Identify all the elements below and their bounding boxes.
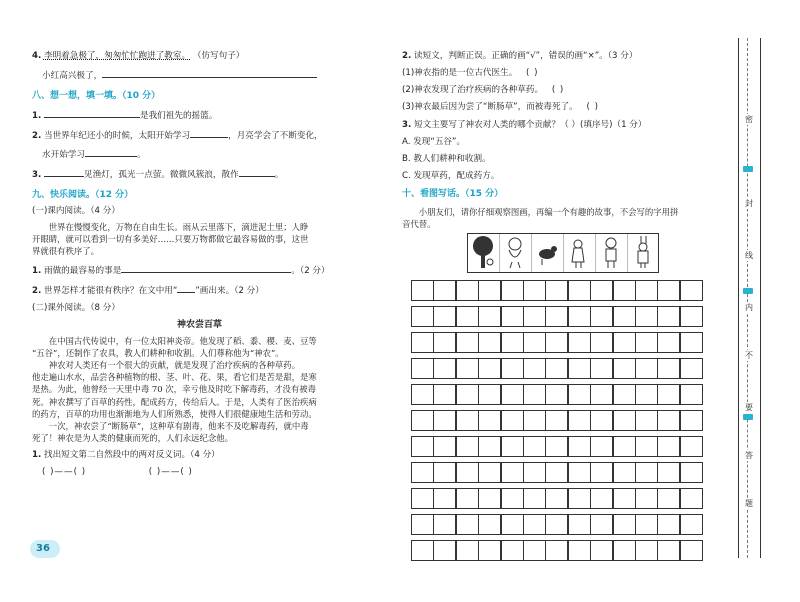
- story-q1-text: 找出短文第二自然段中的两对反义词。（4 分）: [43, 450, 220, 461]
- rail-char: 线: [742, 250, 756, 261]
- judge-item-3-answer[interactable]: ( ): [586, 102, 599, 112]
- grid-cell[interactable]: [635, 384, 658, 405]
- grid-cell[interactable]: [680, 332, 703, 353]
- story-line: 死了！神农是为人类的健康而死的，人们永远纪念他。: [32, 433, 233, 444]
- grid-cell[interactable]: [478, 384, 501, 405]
- story-line: 一次，神农尝了“断肠草”，这种草有剧毒，他来不及吃解毒药，就中毒: [48, 421, 309, 432]
- grid-cell[interactable]: [613, 384, 636, 405]
- grid-cell[interactable]: [635, 280, 658, 301]
- grid-cell[interactable]: [680, 384, 703, 405]
- s8-q1-blank[interactable]: [44, 108, 140, 118]
- grid-cell[interactable]: [411, 384, 434, 405]
- grid-cell[interactable]: [523, 384, 546, 405]
- option-a[interactable]: A. 发现“五谷”。: [402, 137, 466, 147]
- grid-cell[interactable]: [523, 436, 546, 457]
- grid-cell[interactable]: [635, 436, 658, 457]
- grid-cell[interactable]: [590, 540, 613, 561]
- grid-cell[interactable]: [613, 306, 636, 327]
- s8-q1: [32, 108, 367, 122]
- story-line: 他走遍山水水，品尝各种植物的根、茎、叶、花、果，看它们是苦是甜，是寒: [32, 372, 317, 383]
- grid-cell[interactable]: [635, 488, 658, 509]
- story-q1: [32, 449, 367, 461]
- section-10-title: 十、看图写话。（15 分）: [402, 189, 504, 199]
- rail-char: 密: [742, 114, 756, 125]
- grid-cell[interactable]: [613, 410, 636, 431]
- story-passage: [32, 335, 367, 445]
- q4-hint: （仿写句子）: [192, 51, 245, 61]
- s8-q2-blank-1[interactable]: [190, 128, 228, 138]
- grid-row: [411, 462, 702, 483]
- grid-cell[interactable]: [545, 488, 568, 509]
- grid-cell[interactable]: [478, 306, 501, 327]
- grid-row: [411, 540, 702, 561]
- grid-row: [411, 436, 702, 457]
- grid-cell[interactable]: [568, 436, 591, 457]
- grid-row: [411, 332, 702, 353]
- right-column: [402, 46, 732, 230]
- grid-cell[interactable]: [680, 488, 703, 509]
- grid-cell[interactable]: [545, 540, 568, 561]
- grid-cell[interactable]: [613, 436, 636, 457]
- story-line: 是热。为此，他曾经一天里中毒 70 次，幸亏他及时吃下解毒药，才没有被毒: [32, 384, 316, 395]
- grid-cell[interactable]: [680, 280, 703, 301]
- grid-cell[interactable]: [456, 436, 479, 457]
- grid-cell[interactable]: [478, 462, 501, 483]
- grid-cell[interactable]: [501, 306, 524, 327]
- grid-cell[interactable]: [657, 384, 680, 405]
- part1-title: (一)课内阅读。（4 分）: [32, 206, 120, 216]
- grid-row: [411, 384, 702, 405]
- grid-cell[interactable]: [568, 332, 591, 353]
- passage-1: [32, 221, 367, 258]
- grid-cell[interactable]: [545, 436, 568, 457]
- judge-item-1: [402, 67, 732, 79]
- grid-row: [411, 488, 702, 509]
- grid-cell[interactable]: [433, 488, 456, 509]
- grid-cell[interactable]: [501, 358, 524, 379]
- grid-cell[interactable]: [657, 280, 680, 301]
- grid-cell[interactable]: [433, 540, 456, 561]
- passage-1-line: 开眼睛，就可以看到一切有多美好……只要万物都做它最容易做的事，这世: [32, 234, 309, 245]
- s8-q3-text-a: 见渔灯，孤光一点萤。微微风簇浪，散作: [83, 170, 239, 180]
- option-b[interactable]: B. 教人们耕种和收割。: [402, 154, 491, 164]
- grid-cell[interactable]: [590, 436, 613, 457]
- grid-cell[interactable]: [613, 488, 636, 509]
- grid-cell[interactable]: [433, 514, 456, 535]
- grid-cell[interactable]: [478, 514, 501, 535]
- q4-answer-line: [32, 68, 367, 82]
- picture-dog-standing: [596, 234, 628, 272]
- grid-cell[interactable]: [590, 280, 613, 301]
- grid-cell[interactable]: [478, 358, 501, 379]
- story-line: 的药方，百草的功用也渐渐地为人们所熟悉，使得人们很健康地生活和劳动。: [32, 408, 317, 419]
- grid-cell[interactable]: [523, 410, 546, 431]
- grid-cell[interactable]: [456, 306, 479, 327]
- grid-cell[interactable]: [478, 332, 501, 353]
- rail-marker: [743, 288, 753, 294]
- grid-row: [411, 514, 702, 535]
- grid-cell[interactable]: [501, 410, 524, 431]
- grid-cell[interactable]: [501, 280, 524, 301]
- reading1-q1-text: 雨做的最容易的事是: [43, 265, 122, 276]
- grid-cell[interactable]: [568, 488, 591, 509]
- judge-item-3: [402, 101, 732, 113]
- s8-q1-number: 1.: [32, 111, 42, 121]
- rail-marker: [743, 414, 753, 420]
- story-q1-number: 1.: [32, 450, 42, 461]
- grid-cell[interactable]: [433, 436, 456, 457]
- reading1-q1-blank[interactable]: [121, 263, 291, 273]
- grid-cell[interactable]: [657, 436, 680, 457]
- judge-item-2-text: (2)神农发现了治疗疾病的各种草药。: [402, 85, 544, 95]
- grid-row: [411, 410, 702, 431]
- s8-q3-number: 3.: [32, 170, 42, 180]
- grid-cell[interactable]: [657, 410, 680, 431]
- grid-cell[interactable]: [433, 280, 456, 301]
- grid-cell[interactable]: [613, 540, 636, 561]
- grid-cell[interactable]: [456, 462, 479, 483]
- writing-instruction-line: 小朋友们，请你仔细观察图画，再编一个有趣的故事，不会写的字用拼: [418, 207, 679, 217]
- rail-char: 答: [742, 450, 756, 461]
- judge-item-3-text: (3)神农最后因为尝了“断肠草”，而被毒死了。: [402, 102, 578, 112]
- q4-answer-blank[interactable]: [102, 68, 317, 78]
- picture-rabbit: [628, 234, 659, 272]
- story-line: 死。神农撰写了百草的药性，配成药方，传给后人。于是，人类有了医治疾病: [32, 396, 317, 407]
- grid-cell[interactable]: [411, 436, 434, 457]
- grid-cell[interactable]: [657, 540, 680, 561]
- grid-cell[interactable]: [657, 462, 680, 483]
- part2-title: (二)课外阅读。（8 分）: [32, 302, 120, 313]
- grid-cell[interactable]: [523, 306, 546, 327]
- q4-line: [32, 50, 367, 62]
- grid-cell[interactable]: [635, 540, 658, 561]
- grid-cell[interactable]: [411, 358, 434, 379]
- grid-cell[interactable]: [411, 332, 434, 353]
- picture-tree-scene: [468, 234, 500, 272]
- grid-cell[interactable]: [501, 462, 524, 483]
- grid-cell[interactable]: [411, 540, 434, 561]
- standing-dog-illustration-icon: [596, 234, 627, 270]
- reading1-q1-number: 1.: [32, 265, 42, 276]
- judge-question-number: 2.: [402, 51, 412, 61]
- section-8-title: 八、想一想，填一填。（10 分）: [32, 91, 161, 101]
- grid-cell[interactable]: [433, 332, 456, 353]
- grid-cell[interactable]: [635, 462, 658, 483]
- grid-cell[interactable]: [456, 514, 479, 535]
- grid-cell[interactable]: [523, 462, 546, 483]
- s8-q3-text-b: 。: [274, 170, 284, 180]
- grid-cell[interactable]: [478, 488, 501, 509]
- grid-cell[interactable]: [433, 410, 456, 431]
- dog-illustration-icon: [500, 234, 531, 270]
- grid-row: [411, 306, 702, 327]
- grid-cell[interactable]: [680, 514, 703, 535]
- story-line: 神农对人类还有一个很大的贡献，就是发现了治疗疾病的各种草药。: [48, 360, 301, 371]
- reading1-q2: [32, 283, 367, 297]
- grid-cell[interactable]: [456, 410, 479, 431]
- grid-cell[interactable]: [568, 540, 591, 561]
- judge-item-1-answer[interactable]: ( ): [526, 68, 539, 78]
- grid-cell[interactable]: [523, 540, 546, 561]
- left-column: [32, 46, 367, 478]
- grid-cell[interactable]: [411, 306, 434, 327]
- s8-q1-text: 是我们祖先的摇篮。: [139, 111, 218, 121]
- antonym-pair-2[interactable]: ( )——( ): [148, 467, 193, 478]
- story-q1-answers: [32, 466, 367, 478]
- judge-question: [402, 50, 732, 62]
- grid-cell[interactable]: [501, 384, 524, 405]
- grid-cell[interactable]: [523, 332, 546, 353]
- bird-illustration-icon: [532, 234, 563, 270]
- grid-cell[interactable]: [545, 462, 568, 483]
- grid-cell[interactable]: [433, 358, 456, 379]
- grid-cell[interactable]: [411, 462, 434, 483]
- section-9-title: 九、快乐阅读。（12 分）: [32, 190, 134, 200]
- picture-dog: [500, 234, 532, 272]
- grid-cell[interactable]: [501, 436, 524, 457]
- story-line: “五谷”，还制作了农具，教人们耕种和收割。人们尊称他为“神农”。: [32, 347, 284, 358]
- grid-cell[interactable]: [590, 410, 613, 431]
- grid-cell[interactable]: [590, 306, 613, 327]
- rail-border-left: [738, 38, 739, 558]
- grid-cell[interactable]: [411, 280, 434, 301]
- story-title: 神农尝百草: [176, 319, 222, 330]
- choice-question-text: 短文主要写了神农对人类的哪个贡献？（ ）(填序号)（1 分）: [413, 120, 647, 130]
- grid-cell[interactable]: [456, 540, 479, 561]
- rail-border-right: [760, 38, 761, 558]
- grid-cell[interactable]: [545, 280, 568, 301]
- grid-cell[interactable]: [680, 540, 703, 561]
- grid-cell[interactable]: [433, 384, 456, 405]
- reading1-q2-text-b: ”画出来。（2 分）: [195, 285, 264, 296]
- rail-char: 不: [742, 350, 756, 361]
- grid-cell[interactable]: [657, 488, 680, 509]
- grid-cell[interactable]: [478, 410, 501, 431]
- grid-cell[interactable]: [590, 488, 613, 509]
- s8-q2-cont: [32, 147, 367, 161]
- grid-cell[interactable]: [613, 332, 636, 353]
- grid-cell[interactable]: [680, 462, 703, 483]
- grid-cell[interactable]: [433, 462, 456, 483]
- passage-1-line: 界就很有秩序了。: [32, 246, 99, 257]
- grid-cell[interactable]: [590, 384, 613, 405]
- grid-cell[interactable]: [456, 384, 479, 405]
- grid-cell[interactable]: [568, 280, 591, 301]
- judge-question-text: 读短文，判断正误。正确的画“√”，错误的画“×”。（3 分）: [413, 51, 638, 61]
- grid-cell[interactable]: [680, 358, 703, 379]
- grid-cell[interactable]: [545, 410, 568, 431]
- grid-cell[interactable]: [545, 306, 568, 327]
- grid-cell[interactable]: [411, 488, 434, 509]
- s8-q2-text-d: 。: [136, 150, 146, 160]
- grid-cell[interactable]: [613, 358, 636, 379]
- grid-cell[interactable]: [635, 410, 658, 431]
- grid-cell[interactable]: [657, 514, 680, 535]
- judge-item-2: [402, 84, 732, 96]
- q4-text: 李明着急极了，匆匆忙忙跑进了教室。: [43, 51, 191, 61]
- grid-cell[interactable]: [590, 462, 613, 483]
- grid-cell[interactable]: [523, 358, 546, 379]
- grid-cell[interactable]: [568, 306, 591, 327]
- reading1-q2-text: 世界怎样才能很有秩序？在文中用“: [43, 285, 178, 296]
- grid-cell[interactable]: [478, 280, 501, 301]
- grid-cell[interactable]: [523, 280, 546, 301]
- grid-row: [411, 358, 702, 379]
- grid-cell[interactable]: [680, 410, 703, 431]
- judge-item-1-text: (1)神农指的是一位古代医生。: [402, 68, 518, 78]
- grid-cell[interactable]: [433, 306, 456, 327]
- s8-q2: [32, 128, 367, 142]
- writing-instructions: [402, 206, 732, 230]
- judge-item-2-answer[interactable]: ( ): [551, 85, 565, 95]
- grid-cell[interactable]: [613, 462, 636, 483]
- reading1-q2-line-sample: [177, 283, 195, 293]
- grid-cell[interactable]: [568, 514, 591, 535]
- grid-cell[interactable]: [456, 332, 479, 353]
- grid-cell[interactable]: [680, 306, 703, 327]
- grid-cell[interactable]: [501, 514, 524, 535]
- rail-marker: [743, 166, 753, 172]
- rail-char: 封: [742, 198, 756, 209]
- grid-cell[interactable]: [523, 514, 546, 535]
- option-c[interactable]: C. 发现草药，配成药方。: [402, 171, 500, 181]
- picture-bird: [532, 234, 564, 272]
- grid-cell[interactable]: [523, 488, 546, 509]
- picture-rooster: [564, 234, 596, 272]
- grid-cell[interactable]: [568, 384, 591, 405]
- s8-q2-text-c: 水开始学习: [42, 150, 85, 160]
- grid-cell[interactable]: [613, 280, 636, 301]
- reading1-q1: [32, 263, 367, 277]
- grid-cell[interactable]: [478, 540, 501, 561]
- grid-cell[interactable]: [635, 306, 658, 327]
- grid-cell[interactable]: [590, 514, 613, 535]
- grid-cell[interactable]: [613, 514, 636, 535]
- s8-q2-text-a: 当世界年纪还小的时候，太阳开始学习: [43, 131, 191, 141]
- grid-cell[interactable]: [411, 410, 434, 431]
- grid-cell[interactable]: [590, 332, 613, 353]
- s8-q3-blank-2[interactable]: [239, 167, 275, 177]
- grid-cell[interactable]: [635, 358, 658, 379]
- grid-cell[interactable]: [456, 280, 479, 301]
- reading1-q2-number: 2.: [32, 285, 42, 296]
- grid-cell[interactable]: [568, 462, 591, 483]
- grid-cell[interactable]: [657, 306, 680, 327]
- antonym-pair-1[interactable]: ( )——( ): [42, 467, 87, 478]
- q4-number: 4.: [32, 51, 42, 61]
- rail-char: 题: [742, 498, 756, 509]
- grid-cell[interactable]: [635, 332, 658, 353]
- rail-char: 要: [742, 402, 756, 413]
- grid-cell[interactable]: [501, 540, 524, 561]
- writing-instruction-line: 音代替。: [402, 219, 436, 230]
- page-number: 36: [36, 543, 50, 554]
- grid-cell[interactable]: [545, 332, 568, 353]
- grid-cell[interactable]: [501, 332, 524, 353]
- grid-cell[interactable]: [635, 514, 658, 535]
- s8-q2-number: 2.: [32, 131, 42, 141]
- writing-grid[interactable]: [411, 280, 702, 566]
- s8-q2-blank-2[interactable]: [85, 147, 137, 157]
- grid-cell[interactable]: [657, 358, 680, 379]
- rooster-illustration-icon: [564, 234, 595, 270]
- grid-cell[interactable]: [501, 488, 524, 509]
- grid-cell[interactable]: [456, 488, 479, 509]
- reading1-q1-score: 。（2 分）: [291, 265, 330, 276]
- grid-cell[interactable]: [545, 358, 568, 379]
- grid-cell[interactable]: [568, 410, 591, 431]
- grid-cell[interactable]: [545, 514, 568, 535]
- grid-cell[interactable]: [456, 358, 479, 379]
- grid-row: [411, 280, 702, 301]
- grid-cell[interactable]: [545, 384, 568, 405]
- tree-illustration-icon: [468, 234, 499, 270]
- s8-q3: [32, 167, 367, 181]
- rabbit-illustration-icon: [628, 234, 659, 270]
- choice-question-number: 3.: [402, 120, 412, 130]
- choice-question: [402, 119, 732, 131]
- grid-cell[interactable]: [568, 358, 591, 379]
- grid-cell[interactable]: [680, 436, 703, 457]
- grid-cell[interactable]: [590, 358, 613, 379]
- grid-cell[interactable]: [478, 436, 501, 457]
- binding-rail: [736, 38, 762, 558]
- page-number-badge: [30, 540, 64, 562]
- story-line: 在中国古代传说中，有一位太阳神炎帝。他发现了稻、黍、稷、麦、豆等: [48, 335, 317, 346]
- grid-cell[interactable]: [411, 514, 434, 535]
- picture-strip: [467, 233, 659, 273]
- rail-char: 内: [742, 302, 756, 313]
- q4-answer-start: 小红高兴极了，: [42, 71, 103, 81]
- grid-cell[interactable]: [657, 332, 680, 353]
- passage-1-line: 世界在慢慢变化，万物在自由生长。雨从云里落下，滴进泥土里；人睁: [48, 222, 309, 232]
- s8-q2-text-b: ，月亮学会了不断变化，: [228, 131, 323, 141]
- s8-q3-blank-1[interactable]: [44, 167, 84, 177]
